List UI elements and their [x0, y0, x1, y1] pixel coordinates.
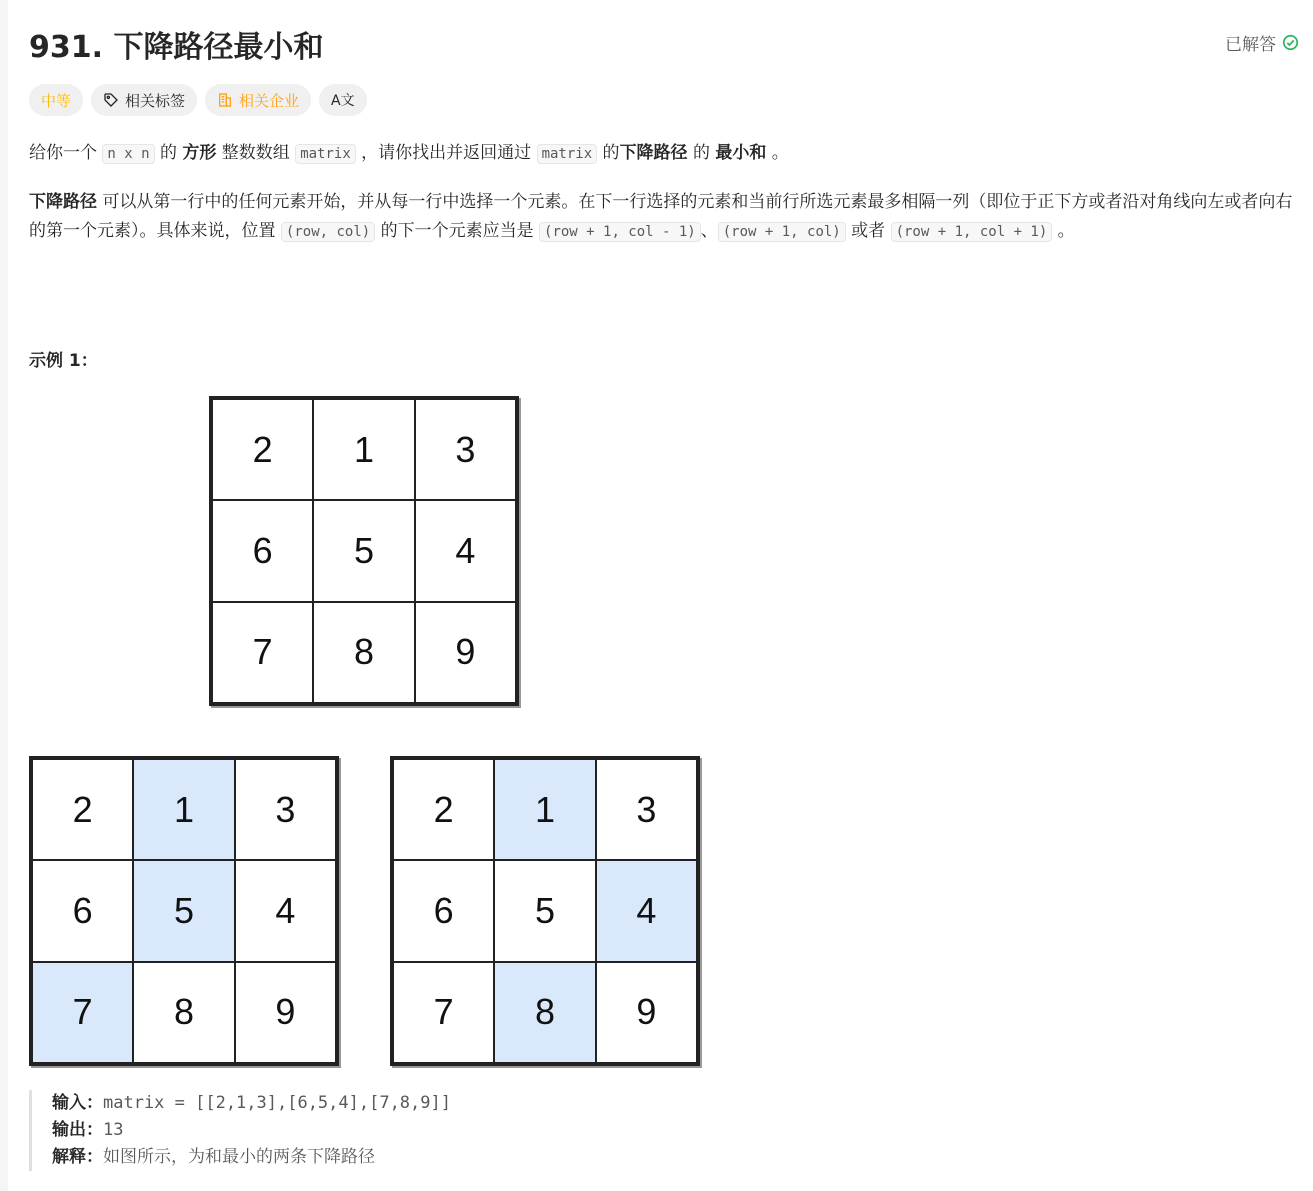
inline-code: (row, col): [281, 222, 375, 242]
matrix-cell: 9: [415, 602, 516, 703]
matrix-cell: 6: [393, 860, 494, 961]
path-figure-1: [29, 756, 339, 1066]
matrix-cell: 8: [494, 962, 595, 1063]
output-line: 输出：13: [52, 1120, 124, 1140]
path-figure-2: [390, 756, 700, 1066]
matrix-cell: 4: [596, 860, 697, 961]
inline-code: (row + 1, col + 1): [891, 222, 1053, 242]
matrix-cell: 1: [133, 759, 234, 860]
inline-code: (row + 1, col - 1): [539, 222, 701, 242]
inline-code: matrix: [295, 144, 356, 164]
matrix-cell: 9: [235, 962, 336, 1063]
related-tags-label: 相关标签: [125, 91, 186, 110]
matrix-figure: [209, 396, 519, 706]
translate-button[interactable]: [319, 84, 367, 116]
matrix-cell: 2: [32, 759, 133, 860]
description-paragraph-2: 下降路径 可以从第一行中的任何元素开始，并从每一行中选择一个元素。在下一行选择的元素和当前行所选元素最多相隔一列（即位于正下方或者沿对角线向左或者向右的第一个元素）。具体来说，位置 (row, col) 的下一个元素应当是 (row + 1, col - 1) 、 (row + 1, col) 或者 (row + 1, col + 1) 。: [29, 192, 1293, 241]
matrix-cell: 5: [313, 500, 414, 601]
matrix-cell: 5: [494, 860, 595, 961]
example-title: 示例 1：: [29, 351, 98, 371]
difficulty-badge[interactable]: [29, 84, 83, 116]
matrix-cell: 1: [313, 399, 414, 500]
solved-status[interactable]: [1225, 30, 1299, 55]
matrix-cell: 4: [415, 500, 516, 601]
problem-title: 931. 下降路径最小和: [29, 30, 324, 65]
related-tags-button[interactable]: [91, 84, 197, 116]
matrix-cell: 8: [133, 962, 234, 1063]
translate-icon: A文: [331, 93, 355, 109]
tag-icon: [103, 92, 119, 108]
inline-code: (row + 1, col): [718, 222, 846, 242]
matrix-cell: 6: [32, 860, 133, 961]
left-divider: [0, 0, 8, 1191]
matrix-cell: 4: [235, 860, 336, 961]
solved-label: 已解答: [1225, 35, 1276, 55]
matrix-cell: 1: [494, 759, 595, 860]
matrix-cell: 2: [212, 399, 313, 500]
matrix-cell: 2: [393, 759, 494, 860]
matrix-cell: 7: [212, 602, 313, 703]
related-companies-button[interactable]: [205, 84, 311, 116]
matrix-cell: 7: [32, 962, 133, 1063]
tag-bar: [29, 84, 367, 116]
building-icon: [217, 92, 233, 108]
input-line: 输入：matrix = [[2,1,3],[6,5,4],[7,8,9]]: [52, 1093, 451, 1113]
matrix-cell: 3: [235, 759, 336, 860]
inline-code: matrix: [537, 144, 598, 164]
check-circle-icon: [1282, 34, 1299, 51]
matrix-cell: 9: [596, 962, 697, 1063]
matrix-cell: 3: [596, 759, 697, 860]
matrix-cell: 5: [133, 860, 234, 961]
matrix-cell: 3: [415, 399, 516, 500]
difficulty-label: 中等: [41, 91, 72, 110]
explanation-line: 解释：如图所示，为和最小的两条下降路径: [52, 1147, 375, 1167]
inline-code: n x n: [102, 144, 154, 164]
matrix-cell: 8: [313, 602, 414, 703]
example-io-block: [29, 1090, 451, 1171]
matrix-cell: 6: [212, 500, 313, 601]
related-companies-label: 相关企业: [239, 91, 300, 110]
matrix-cell: 7: [393, 962, 494, 1063]
description-paragraph-1: 给你一个 n x n 的 方形 整数数组 matrix ，请你找出并返回通过 matrix 的下降路径 的 最小和 。: [29, 143, 789, 163]
